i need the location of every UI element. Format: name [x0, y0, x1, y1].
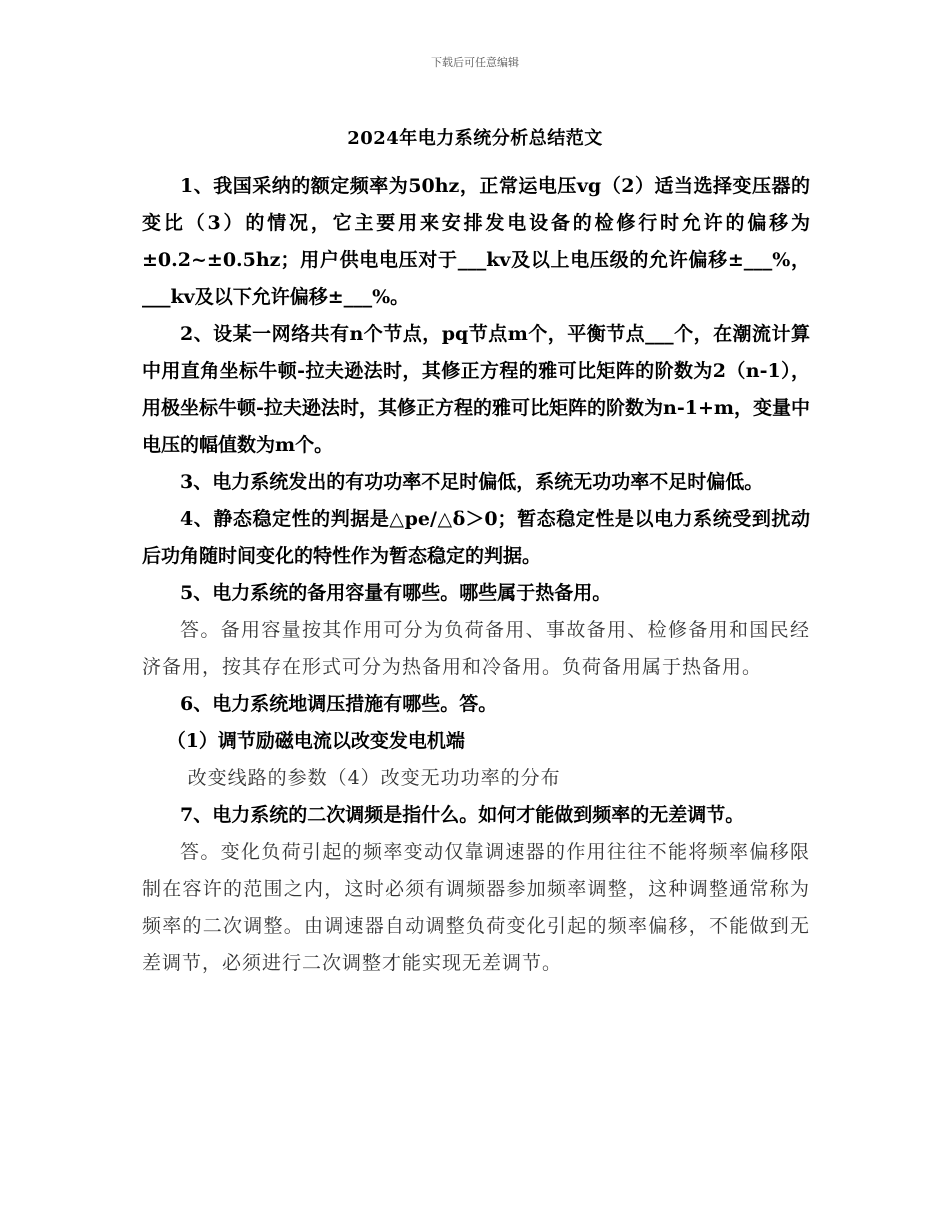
paragraph-1: 1、我国采纳的额定频率为50hz，正常运电压vg（2）适当选择变压器的变比（3）的情况，它主要用来安排发电设备的检修行时允许的偏移为±0.2~±0.5hz；用户供电电压对于___kv及以上电压级的允许偏移±___%，___kv及以下允许偏移±___%。 — [142, 175, 810, 308]
paragraph-3: 3、电力系统发出的有功功率不足时偏低，系统无功功率不足时偏低。 — [180, 471, 764, 493]
document-title: 2024年电力系统分析总结范文 — [347, 128, 603, 149]
answer-5: 答。备用容量按其作用可分为负荷备用、事故备用、检修备用和国民经济备用，按其存在形式可分为热备用和冷备用。负荷备用属于热备用。 — [142, 619, 810, 678]
answer-6-item-1: （1）调节励磁电流以改变发电机端 — [166, 730, 465, 752]
question-5: 5、电力系统的备用容量有哪些。哪些属于热备用。 — [180, 582, 612, 604]
answer-6-item-2: 改变线路的参数（4）改变无功功率的分布 — [187, 767, 561, 789]
page-header: 下载后可任意编辑 — [431, 56, 519, 69]
document-body — [142, 168, 810, 982]
question-7: 7、电力系统的二次调频是指什么。如何才能做到频率的无差调节。 — [180, 804, 745, 826]
paragraph-4: 4、静态稳定性的判据是△pe/△δ＞0；暂态稳定性是以电力系统受到扰动后功角随时间变化的特性作为暂态稳定的判据。 — [142, 508, 810, 567]
paragraph-2: 2、设某一网络共有n个节点，pq节点m个，平衡节点___个，在潮流计算中用直角坐标牛顿-拉夫逊法时，其修正方程的雅可比矩阵的阶数为2（n-1），用极坐标牛顿-拉夫逊法时，其修正方程的雅可比矩阵的阶数为n-1+m，变量中电压的幅值数为m个。 — [142, 323, 810, 456]
answer-7: 答。变化负荷引起的频率变动仅靠调速器的作用往往不能将频率偏移限制在容许的范围之内，这时必须有调频器参加频率调整，这种调整通常称为频率的二次调整。由调速器自动调整负荷变化引起的频率偏移，不能做到无差调节，必须进行二次调整才能实现无差调节。 — [142, 841, 810, 974]
question-6: 6、电力系统地调压措施有哪些。答。 — [180, 693, 498, 715]
